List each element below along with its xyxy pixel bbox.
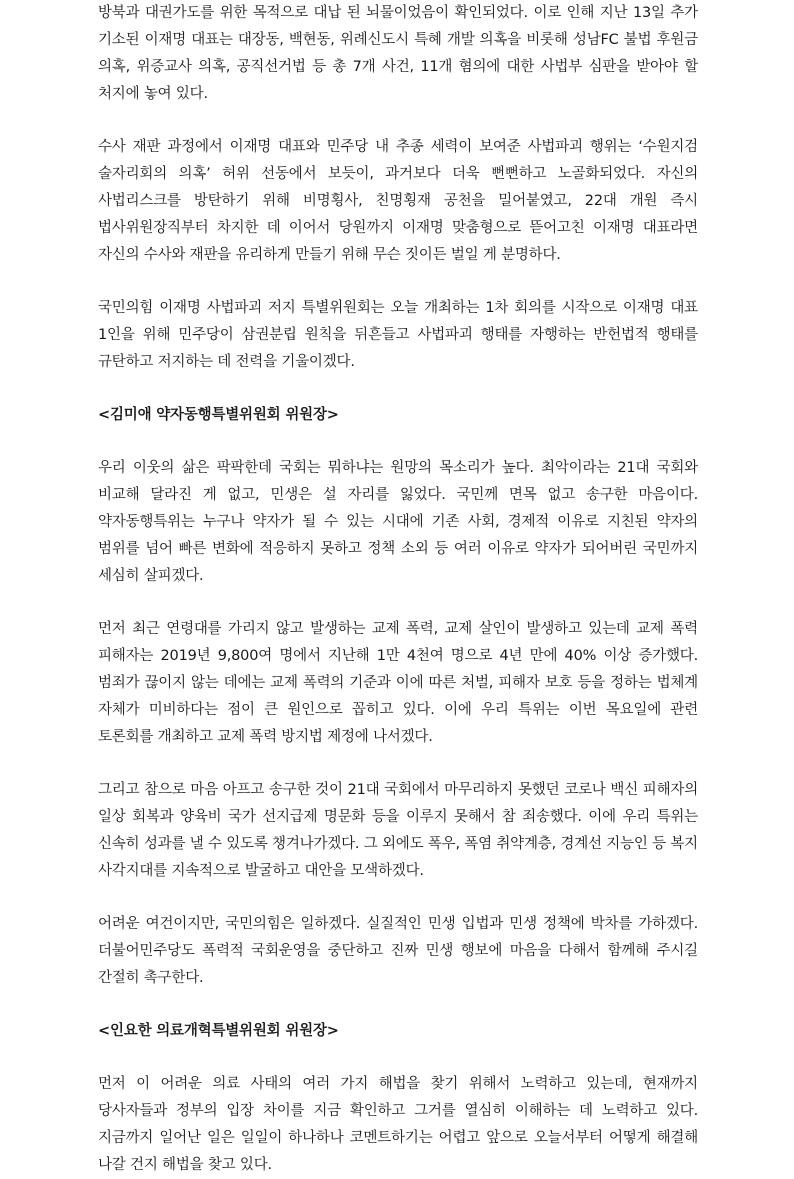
paragraph: 국민의힘 이재명 사법파괴 저지 특별위원회는 오늘 개최하는 1차 회의를 시작으로 이재명 대표 1인을 위해 민주당이 삼권분립 원칙을 뒤흔들고 사법파괴 행태를 자행하는 반헌법적 행태를 규탄하고 저지하는 데 전력을 기울이겠다. — [98, 300, 698, 370]
paragraph-gap — [98, 429, 698, 455]
paragraph: 어려운 여건이지만, 국민의힘은 일하겠다. 실질적인 민생 입법과 민생 정책에 박차를 가하겠다. 더불어민주당도 폭력적 국회운영을 중단하고 진짜 민생 행보에 마음을 다해서 함께해 주시길 간절히 촉구한다. — [98, 916, 698, 986]
paragraph-gap — [98, 885, 698, 911]
paragraph-gap — [98, 751, 698, 777]
paragraph-gap — [98, 590, 698, 616]
section-heading-kim: <김미애 약자동행특별위원회 위원장> — [98, 407, 339, 423]
paragraph: 수사 재판 과정에서 이재명 대표와 민주당 내 추종 세력이 보여준 사법파괴 행위는 ‘수원지검 술자리회의 의혹’ 허위 선동에서 보듯이, 과거보다 더욱 뻔뻔하고 노골화되었다. 자신의 사법리스크를 방탄하기 위해 비명횡사, 친명횡재 공천을 밀어붙였고, 22대 개원 즉시 법사위원장직부터 차지한 데 이어서 당원까지 이재명 맞춤형으로 뜯어고친 이재명 대표라면 자신의 수사와 재판을 유리하게 만들기 위해 무슨 짓이든 벌일 게 분명하다. — [98, 139, 698, 263]
document-body — [98, 0, 698, 1179]
paragraph-gap — [98, 269, 698, 295]
paragraph: 먼저 최근 연령대를 가리지 않고 발생하는 교제 폭력, 교제 살인이 발생하고 있는데 교제 폭력 피해자는 2019년 9,800여 명에서 지난해 1만 4천여 명으로 4년 만에 40% 이상 증가했다. 범죄가 끊이지 않는 데에는 교제 폭력의 기준과 이에 따른 처벌, 피해자 보호 등을 정하는 법체계 자체가 미비하다는 점이 큰 원인으로 꼽히고 있다. 이에 우리 특위는 이번 목요일에 관련 토론회를 개최하고 교제 폭력 방지법 제정에 나서겠다. — [98, 621, 698, 745]
paragraph-gap — [98, 992, 698, 1018]
paragraph: 방북과 대권가도를 위한 목적으로 대납 된 뇌물이었음이 확인되었다. 이로 인해 지난 13일 추가 기소된 이재명 대표는 대장동, 백현동, 위례신도시 특혜 개발 의혹을 비롯해 성남FC 불법 후원금 의혹, 위증교사 의혹, 공직선거법 등 총 7개 사건, 11개 혐의에 대한 사법부 심판을 받아야 할 처지에 놓여 있다. — [98, 5, 698, 102]
paragraph: 그리고 참으로 마음 아프고 송구한 것이 21대 국회에서 마무리하지 못했던 코로나 백신 피해자의 일상 회복과 양육비 국가 선지급제 명문화 등을 이루지 못해서 참 죄송했다. 이에 우리 특위는 신속히 성과를 낼 수 있도록 챙겨나가겠다. 그 외에도 폭우, 폭염 취약계층, 경계선 지능인 등 복지 사각지대를 지속적으로 발굴하고 대안을 모색하겠다. — [98, 782, 698, 879]
paragraph-gap — [98, 376, 698, 402]
paragraph-gap — [98, 108, 698, 134]
paragraph: 먼저 이 어려운 의료 사태의 여러 가지 해법을 찾기 위해서 노력하고 있는데, 현재까지 당사자들과 정부의 입장 차이를 지금 확인하고 그거를 열심히 이해하는 데 노력하고 있다. 지금까지 일어난 일은 일일이 하나하나 코멘트하기는 어렵고 앞으로 오늘서부터 어떻게 해결해 나갈 건지 해법을 찾고 있다. — [98, 1076, 698, 1173]
section-heading-in: <인요한 의료개혁특별위원회 위원장> — [98, 1023, 339, 1039]
paragraph-gap — [98, 1045, 698, 1071]
paragraph: 우리 이웃의 삶은 팍팍한데 국회는 뭐하냐는 원망의 목소리가 높다. 최악이라는 21대 국회와 비교해 달라진 게 없고, 민생은 설 자리를 잃었다. 국민께 면목 없고 송구한 마음이다. 약자동행특위는 누구나 약자가 될 수 있는 시대에 기존 사회, 경제적 이유로 지친된 약자의 범위를 넘어 빠른 변화에 적응하지 못하고 정책 소외 등 여러 이유로 약자가 되어버린 국민까지 세심히 살피겠다. — [98, 460, 698, 584]
